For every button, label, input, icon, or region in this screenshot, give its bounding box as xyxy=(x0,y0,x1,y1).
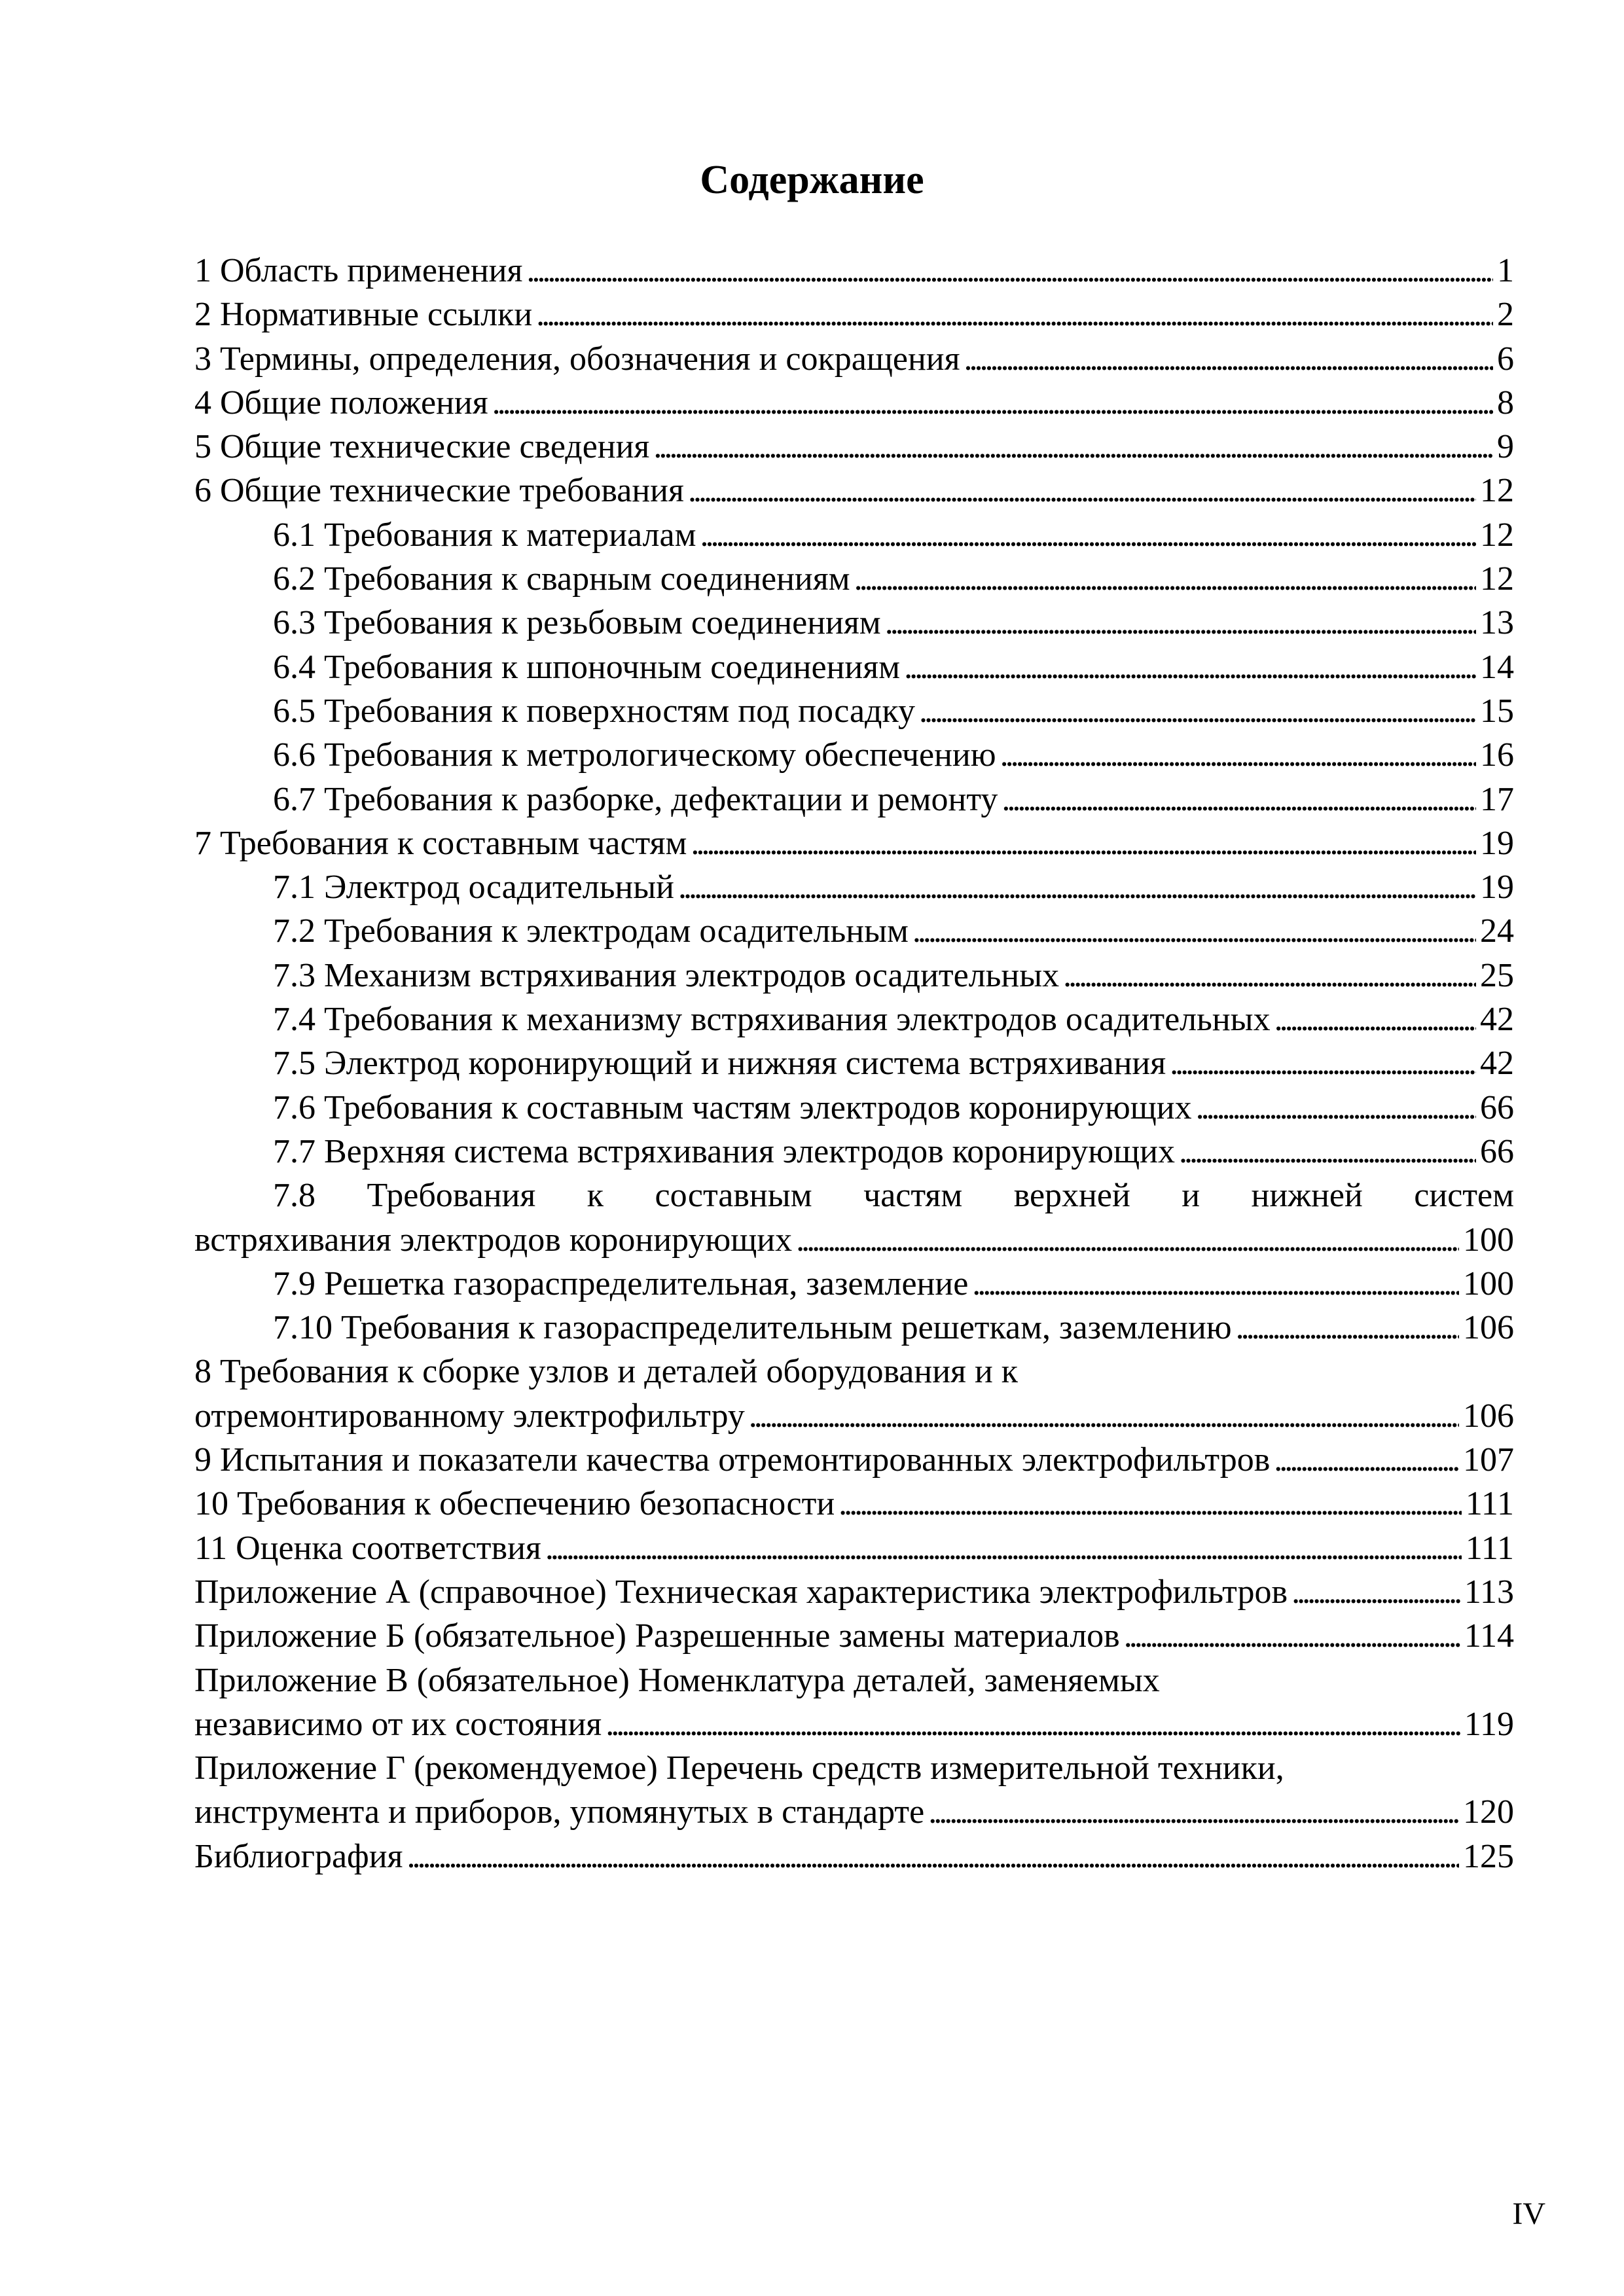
toc-entry-label: 1 Область применения xyxy=(194,252,523,289)
toc-entry-line2[interactable] xyxy=(194,1394,1514,1438)
toc-entry-page: 120 xyxy=(1463,1793,1514,1831)
toc-entry-page: 1 xyxy=(1497,252,1514,289)
toc-entry-label: 6.1 Требования к материалам xyxy=(273,516,696,554)
toc-entry-label: 2 Нормативные ссылки xyxy=(194,296,533,334)
toc-entry-page: 119 xyxy=(1464,1705,1514,1743)
page-number: IV xyxy=(1512,2197,1545,2231)
toc-subentry[interactable] xyxy=(194,954,1514,997)
toc-entry-page: 42 xyxy=(1480,1045,1514,1083)
toc-entry-label: 7.9 Решетка газораспределительная, заземление xyxy=(273,1265,969,1302)
toc-subentry[interactable] xyxy=(194,1306,1514,1350)
toc-entry-label: Библиография xyxy=(194,1837,403,1875)
toc-entry-label: 8 Требования к сборке узлов и деталей оборудования и к xyxy=(194,1353,1019,1391)
toc-leader-dots xyxy=(912,909,1476,953)
toc-entry-page: 6 xyxy=(1497,340,1514,378)
toc-subentry[interactable] xyxy=(194,1262,1514,1306)
toc-entry-label: 7.2 Требования к электродам осадительным xyxy=(273,912,909,950)
toc-entry-label: 6.7 Требования к разборке, дефектации и ремонту xyxy=(273,780,998,818)
toc-subentry[interactable] xyxy=(194,778,1514,821)
toc-entry-line2[interactable] xyxy=(194,1702,1514,1746)
toc-entry-page: 12 xyxy=(1480,516,1514,554)
toc-entry-label: 9 Испытания и показатели качества отремонтированных электрофильтров xyxy=(194,1441,1271,1479)
toc-entry-label: 6 Общие технические требования xyxy=(194,472,684,510)
toc-entry[interactable] xyxy=(194,1614,1514,1658)
toc-entry[interactable] xyxy=(194,821,1514,865)
toc-subentry[interactable] xyxy=(194,689,1514,733)
toc-entry-label: инструмента и приборов, упомянутых в стандарте xyxy=(194,1793,925,1831)
toc-entry-page: 17 xyxy=(1480,780,1514,818)
toc-subentry-line1[interactable] xyxy=(194,1174,1514,1217)
toc-entry-page: 66 xyxy=(1480,1132,1514,1170)
toc-entry-label: 7.10 Требования к газораспределительным решеткам, заземлению xyxy=(273,1309,1232,1347)
toc-entry-label: 7.8 Требования к составным частям верхней и нижней систем xyxy=(273,1177,1514,1215)
toc-leader-dots xyxy=(526,249,1493,293)
toc-leader-dots xyxy=(1179,1130,1476,1174)
toc-leader-dots xyxy=(1274,997,1476,1041)
toc-leader-dots xyxy=(964,337,1493,381)
toc-entry-label: 7.1 Электрод осадительный xyxy=(273,869,675,906)
toc-entry-label: 10 Требования к обеспечению безопасности xyxy=(194,1485,835,1523)
toc-entry-label: 7 Требования к составным частям xyxy=(194,824,687,862)
toc-entry-label: Приложение А (справочное) Техническая характеристика электрофильтров xyxy=(194,1573,1288,1611)
toc-entry-page: 25 xyxy=(1480,956,1514,994)
toc-entry-label: 11 Оценка соответствия xyxy=(194,1529,541,1567)
toc-entry[interactable] xyxy=(194,1438,1514,1482)
toc-leader-dots xyxy=(1124,1614,1460,1658)
toc-leader-dots xyxy=(749,1394,1459,1438)
toc-entry[interactable] xyxy=(194,1482,1514,1526)
toc-leader-dots xyxy=(885,601,1476,645)
table-of-contents xyxy=(194,249,1514,1878)
toc-leader-dots xyxy=(536,293,1493,336)
toc-entry[interactable] xyxy=(194,1526,1514,1570)
toc-subentry[interactable] xyxy=(194,601,1514,645)
toc-entry[interactable] xyxy=(194,381,1514,425)
toc-subentry[interactable] xyxy=(194,1086,1514,1130)
toc-entry-label: отремонтированному электрофильтру xyxy=(194,1397,745,1435)
toc-leader-dots xyxy=(678,865,1476,909)
page-title: Содержание xyxy=(700,158,924,202)
toc-leader-dots xyxy=(653,425,1493,469)
toc-leader-dots xyxy=(700,513,1477,557)
toc-entry-page: 113 xyxy=(1464,1573,1514,1611)
toc-entry[interactable] xyxy=(194,1570,1514,1614)
toc-leader-dots xyxy=(688,469,1476,512)
toc-entry-label: 6.6 Требования к метрологическому обеспечению xyxy=(273,736,996,774)
toc-entry-page: 111 xyxy=(1465,1485,1514,1523)
toc-leader-dots xyxy=(1000,733,1476,777)
toc-entry-page: 106 xyxy=(1463,1309,1514,1347)
toc-subentry[interactable] xyxy=(194,865,1514,909)
toc-leader-dots xyxy=(1291,1570,1460,1614)
toc-leader-dots xyxy=(1236,1306,1459,1350)
toc-entry-line1[interactable] xyxy=(194,1746,1514,1790)
toc-entry-label: независимо от их состояния xyxy=(194,1705,602,1743)
toc-leader-dots xyxy=(406,1835,1459,1878)
toc-leader-dots xyxy=(545,1526,1462,1570)
toc-subentry[interactable] xyxy=(194,997,1514,1041)
toc-subentry[interactable] xyxy=(194,1130,1514,1174)
toc-entry-label: Приложение В (обязательное) Номенклатура деталей, заменяемых xyxy=(194,1661,1160,1699)
toc-entry-page: 114 xyxy=(1464,1617,1514,1655)
toc-entry[interactable] xyxy=(194,293,1514,336)
toc-entry-label: 7.7 Верхняя система встряхивания электродов коронирующих xyxy=(273,1132,1175,1170)
toc-entry-page: 12 xyxy=(1480,472,1514,510)
toc-leader-dots xyxy=(839,1482,1462,1526)
toc-entry-page: 125 xyxy=(1463,1837,1514,1875)
toc-entry[interactable] xyxy=(194,425,1514,469)
toc-entry-label: 6.3 Требования к резьбовым соединениям xyxy=(273,604,881,642)
toc-subentry[interactable] xyxy=(194,513,1514,557)
toc-entry-label: 7.5 Электрод коронирующий и нижняя система встряхивания xyxy=(273,1045,1166,1083)
toc-entry-label: 7.3 Механизм встряхивания электродов осадительных xyxy=(273,956,1060,994)
toc-entry-line1[interactable] xyxy=(194,1659,1514,1702)
toc-entry-label: 3 Термины, определения, обозначения и сокращения xyxy=(194,340,960,378)
toc-entry-label: 7.6 Требования к составным частям электродов коронирующих xyxy=(273,1088,1192,1126)
toc-leader-dots xyxy=(492,381,1493,425)
toc-entry[interactable] xyxy=(194,249,1514,293)
toc-entry-label: Приложение Г (рекомендуемое) Перечень средств измерительной техники, xyxy=(194,1749,1284,1787)
toc-subentry-line2[interactable] xyxy=(194,1218,1514,1262)
toc-entry-line1[interactable] xyxy=(194,1350,1514,1393)
toc-entry-page: 107 xyxy=(1463,1441,1514,1479)
toc-leader-dots xyxy=(919,689,1476,733)
toc-entry-label: Приложение Б (обязательное) Разрешенные замены материалов xyxy=(194,1617,1120,1655)
toc-entry-label: 5 Общие технические сведения xyxy=(194,428,650,466)
toc-entry-label: 7.4 Требования к механизму встряхивания электродов осадительных xyxy=(273,1001,1271,1039)
toc-entry-label: 6.5 Требования к поверхностям под посадку xyxy=(273,692,916,730)
toc-entry[interactable] xyxy=(194,337,1514,381)
toc-entry-page: 100 xyxy=(1463,1265,1514,1302)
toc-subentry[interactable] xyxy=(194,733,1514,777)
toc-leader-dots xyxy=(1274,1438,1459,1482)
toc-entry-page: 9 xyxy=(1497,428,1514,466)
toc-entry-page: 15 xyxy=(1480,692,1514,730)
toc-leader-dots xyxy=(972,1262,1459,1306)
toc-entry-line2[interactable] xyxy=(194,1790,1514,1834)
toc-leader-dots xyxy=(796,1218,1459,1262)
toc-entry-label: 4 Общие положения xyxy=(194,384,488,422)
toc-leader-dots xyxy=(1063,954,1476,997)
toc-leader-dots xyxy=(691,821,1476,865)
toc-leader-dots xyxy=(1001,778,1476,821)
toc-entry-page: 111 xyxy=(1465,1529,1514,1567)
toc-leader-dots xyxy=(605,1702,1460,1746)
toc-subentry[interactable] xyxy=(194,1041,1514,1085)
toc-entry-page: 100 xyxy=(1463,1221,1514,1259)
toc-entry-page: 24 xyxy=(1480,912,1514,950)
toc-entry-label: встряхивания электродов коронирующих xyxy=(194,1221,793,1259)
toc-entry-page: 19 xyxy=(1480,824,1514,862)
toc-leader-dots xyxy=(1196,1086,1476,1130)
toc-entry-page: 16 xyxy=(1480,736,1514,774)
toc-subentry[interactable] xyxy=(194,557,1514,601)
toc-leader-dots xyxy=(1170,1041,1476,1085)
toc-entry-page: 66 xyxy=(1480,1088,1514,1126)
toc-entry-page: 8 xyxy=(1497,384,1514,422)
toc-entry[interactable] xyxy=(194,1835,1514,1878)
toc-leader-dots xyxy=(904,645,1476,689)
toc-entry-page: 14 xyxy=(1480,648,1514,686)
toc-entry-page: 13 xyxy=(1480,604,1514,642)
toc-entry-page: 106 xyxy=(1463,1397,1514,1435)
toc-entry-page: 2 xyxy=(1497,296,1514,334)
toc-entry-label: 6.2 Требования к сварным соединениям xyxy=(273,560,850,598)
toc-entry[interactable] xyxy=(194,469,1514,512)
toc-entry-label: 6.4 Требования к шпоночным соединениям xyxy=(273,648,901,686)
toc-subentry[interactable] xyxy=(194,645,1514,689)
toc-leader-dots xyxy=(854,557,1476,601)
toc-entry-page: 19 xyxy=(1480,869,1514,906)
toc-leader-dots xyxy=(928,1790,1459,1834)
toc-subentry[interactable] xyxy=(194,909,1514,953)
toc-entry-page: 12 xyxy=(1480,560,1514,598)
toc-entry-page: 42 xyxy=(1480,1001,1514,1039)
